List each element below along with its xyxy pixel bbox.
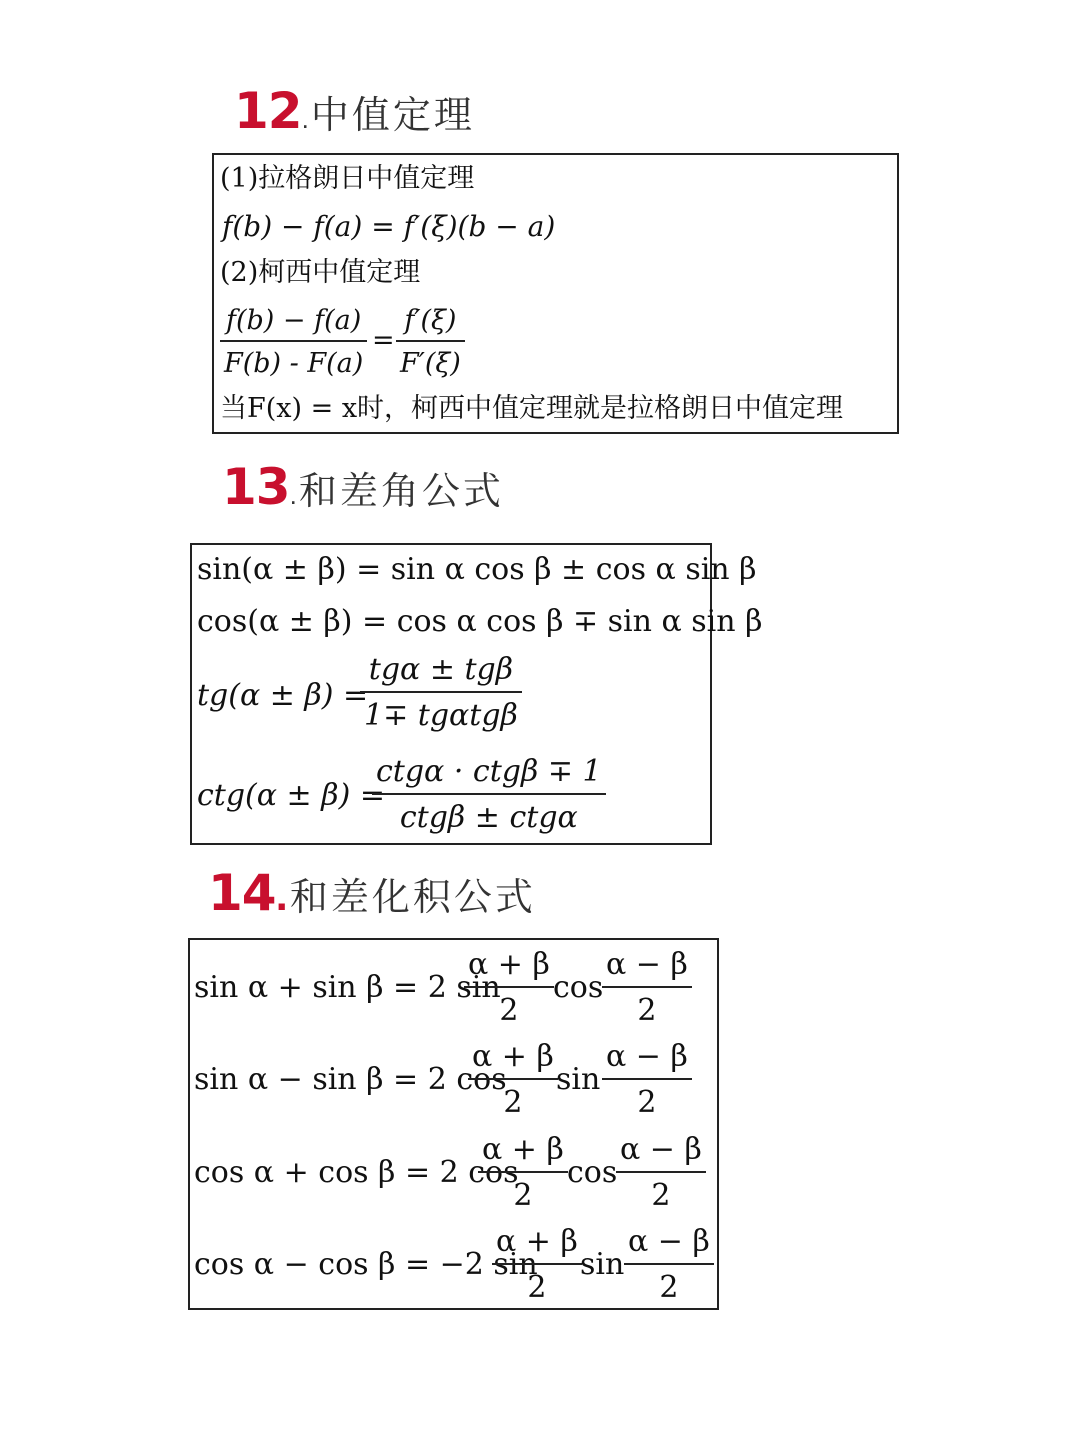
section-dot: .: [289, 480, 297, 510]
numerator: α − β: [628, 1224, 710, 1259]
cauchy-rhs-numerator: f′(ξ): [404, 305, 457, 336]
cos-sum-formula: cos(α ± β) = cos α cos β ∓ sin α sin β: [197, 604, 763, 639]
denominator: 2: [651, 1178, 671, 1213]
tg-denominator: 1∓ tgαtgβ: [364, 698, 518, 733]
section-12-title: [234, 82, 475, 140]
ctg-numerator: ctgα · ctgβ ∓ 1: [376, 754, 602, 789]
numerator: α + β: [468, 947, 550, 982]
fraction-bar: [616, 1171, 706, 1173]
numerator: α + β: [482, 1132, 564, 1167]
lagrange-label: (1)拉格朗日中值定理: [220, 163, 475, 194]
fraction-bar: [464, 986, 554, 988]
ctg-fraction: [372, 754, 606, 835]
sum-to-product-lhs: sin α + sin β = 2 sin: [194, 970, 501, 1005]
sum-to-product-lhs: cos α − cos β = −2 sin: [194, 1247, 538, 1282]
cauchy-label: (2)柯西中值定理: [220, 257, 421, 288]
cauchy-lhs-numerator: f(b) − f(a): [225, 305, 362, 336]
section-13-title: [222, 458, 504, 516]
half-sum-fraction: [468, 1039, 558, 1120]
sum-to-product-box: [188, 938, 719, 1310]
fraction-bar: [372, 793, 606, 795]
cauchy-note: 当F(x) = x时，柯西中值定理就是拉格朗日中值定理: [220, 393, 844, 424]
section-dot: .: [301, 104, 309, 134]
section-heading: 和差角公式: [298, 469, 504, 513]
lagrange-formula: f(b) − f(a) = f′(ξ)(b − a): [222, 210, 556, 243]
half-difference-fraction: [602, 947, 692, 1028]
sum-to-product-lhs: cos α + cos β = 2 cos: [194, 1155, 519, 1190]
section-dot: .: [275, 871, 288, 920]
section-number: 14: [208, 864, 276, 922]
numerator: α + β: [472, 1039, 554, 1074]
section-14-title: [208, 864, 536, 922]
cauchy-lhs-denominator: F(b) - F(a): [224, 348, 364, 379]
tg-lhs: tg(α ± β) =: [197, 678, 369, 713]
tg-fraction: [360, 652, 522, 733]
section-number: 13: [222, 458, 290, 516]
ctg-lhs: ctg(α ± β) =: [197, 778, 385, 813]
denominator: 2: [499, 993, 519, 1028]
half-difference-fraction: [616, 1132, 706, 1213]
numerator: α − β: [620, 1132, 702, 1167]
section-number: 12: [234, 82, 302, 140]
denominator: 2: [659, 1270, 679, 1305]
cauchy-rhs-fraction: [396, 307, 465, 377]
numerator: α − β: [606, 1039, 688, 1074]
trig-function: sin: [580, 1247, 625, 1282]
numerator: α − β: [606, 947, 688, 982]
fraction-bar: [468, 1078, 558, 1080]
cauchy-rhs-denominator: F′(ξ): [400, 348, 461, 379]
sum-difference-angle-box: [190, 543, 763, 845]
denominator: 2: [527, 1270, 547, 1305]
fraction-bar: [492, 1263, 582, 1265]
denominator: 2: [637, 993, 657, 1028]
fraction-bar: [396, 340, 465, 342]
denominator: 2: [637, 1085, 657, 1120]
trig-function: cos: [553, 970, 604, 1005]
sum-to-product-lhs: sin α − sin β = 2 cos: [194, 1062, 507, 1097]
fraction-bar: [602, 1078, 692, 1080]
half-sum-fraction: [464, 947, 554, 1028]
denominator: 2: [503, 1085, 523, 1120]
fraction-bar: [220, 340, 367, 342]
denominator: 2: [513, 1178, 533, 1213]
fraction-bar: [360, 691, 522, 693]
fraction-bar: [478, 1171, 568, 1173]
ctg-denominator: ctgβ ± ctgα: [399, 800, 578, 835]
half-difference-fraction: [624, 1224, 714, 1305]
tg-numerator: tgα ± tgβ: [368, 652, 514, 687]
section-heading: 和差化积公式: [289, 875, 536, 919]
fraction-bar: [602, 986, 692, 988]
mean-value-theorem-box: [212, 153, 899, 434]
half-difference-fraction: [602, 1039, 692, 1120]
sin-sum-formula: sin(α ± β) = sin α cos β ± cos α sin β: [197, 552, 757, 587]
half-sum-fraction: [492, 1224, 582, 1305]
fraction-bar: [624, 1263, 714, 1265]
cauchy-lhs-fraction: [220, 307, 367, 377]
section-heading: 中值定理: [310, 93, 475, 137]
trig-function: cos: [567, 1155, 618, 1190]
half-sum-fraction: [478, 1132, 568, 1213]
trig-function: sin: [556, 1062, 601, 1097]
cauchy-equals: =: [372, 325, 395, 356]
numerator: α + β: [496, 1224, 578, 1259]
